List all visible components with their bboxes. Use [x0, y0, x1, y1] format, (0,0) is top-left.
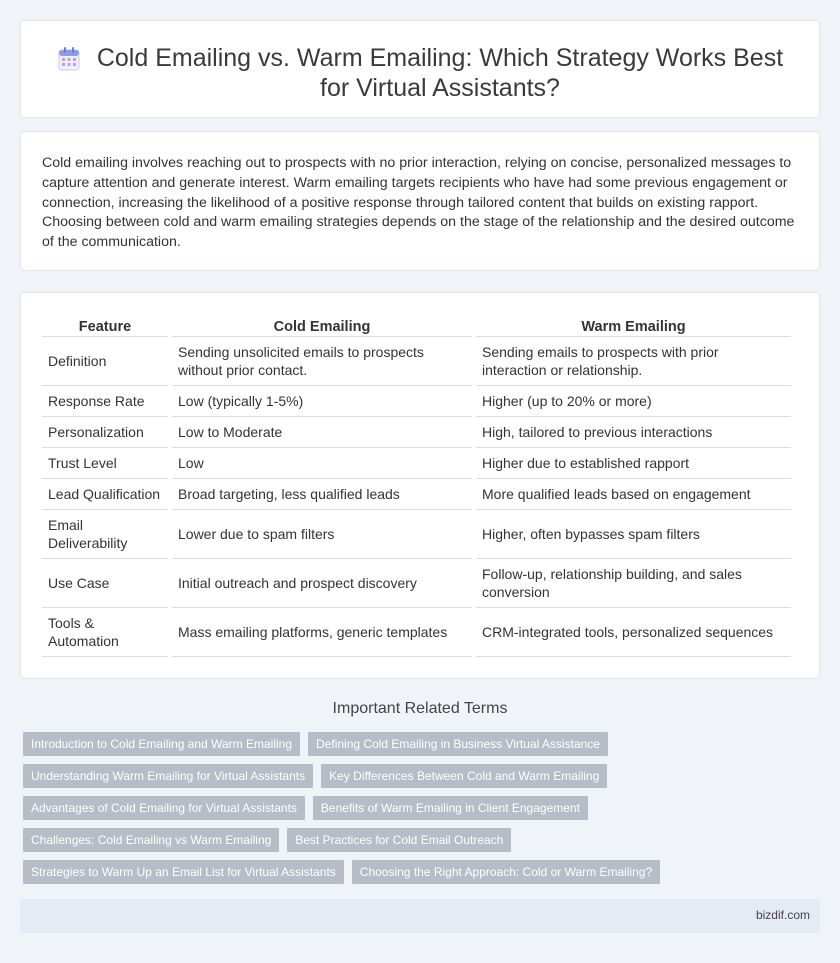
cell-cold: Initial outreach and prospect discovery — [172, 559, 472, 608]
tag-row — [23, 860, 823, 884]
column-header-feature: Feature — [42, 315, 168, 337]
intro-card — [20, 131, 820, 271]
cell-warm: High, tailored to previous interactions — [476, 417, 791, 448]
title-card — [20, 20, 820, 118]
related-term-link[interactable]: Challenges: Cold Emailing vs Warm Emailing — [23, 828, 279, 852]
comparison-table — [38, 315, 795, 657]
related-term-link[interactable]: Understanding Warm Emailing for Virtual Assistants — [23, 764, 313, 788]
table-row — [42, 337, 791, 386]
related-term-link[interactable]: Best Practices for Cold Email Outreach — [287, 828, 511, 852]
related-term-link[interactable]: Defining Cold Emailing in Business Virtual Assistance — [308, 732, 608, 756]
tag-row — [23, 828, 823, 852]
cell-feature: Trust Level — [42, 448, 168, 479]
intro-paragraph: Cold emailing involves reaching out to prospects with no prior interaction, relying on concise, personalized messages to capture attention and generate interest. Warm emailing targets recipients who have had some previous engagement or connection, increasing the likelihood of a positive response through tailored content that builds on existing rapport. Choosing between cold and warm emailing strategies depends on the stage of the relationship and the desired outcome of the communication. — [42, 155, 795, 251]
table-row — [42, 386, 791, 417]
tag-row — [23, 796, 823, 820]
table-header-row — [42, 315, 791, 337]
cell-warm: Higher (up to 20% or more) — [476, 386, 791, 417]
tag-row — [23, 764, 823, 788]
table-row — [42, 417, 791, 448]
cell-warm: Follow-up, relationship building, and sales conversion — [476, 559, 791, 608]
related-term-link[interactable]: Benefits of Warm Emailing in Client Engagement — [313, 796, 588, 820]
cell-cold: Broad targeting, less qualified leads — [172, 479, 472, 510]
cell-feature: Email Deliverability — [42, 510, 168, 559]
cell-warm: CRM-integrated tools, personalized sequences — [476, 608, 791, 657]
comparison-table-card — [20, 292, 820, 679]
site-link[interactable]: bizdif.com — [755, 908, 810, 922]
cell-warm: Sending emails to prospects with prior interaction or relationship. — [476, 337, 791, 386]
related-term-link[interactable]: Strategies to Warm Up an Email List for Virtual Assistants — [23, 860, 344, 884]
column-header-cold-emailing: Cold Emailing — [172, 315, 472, 337]
cell-cold: Low (typically 1-5%) — [172, 386, 472, 417]
related-term-link[interactable]: Introduction to Cold Emailing and Warm Emailing — [23, 732, 300, 756]
related-term-link[interactable]: Key Differences Between Cold and Warm Emailing — [321, 764, 607, 788]
cell-cold: Lower due to spam filters — [172, 510, 472, 559]
cell-feature: Definition — [42, 337, 168, 386]
cell-warm: Higher, often bypasses spam filters — [476, 510, 791, 559]
cell-cold: Sending unsolicited emails to prospects without prior contact. — [172, 337, 472, 386]
related-term-link[interactable]: Choosing the Right Approach: Cold or Warm Emailing? — [352, 860, 660, 884]
cell-cold: Mass emailing platforms, generic templates — [172, 608, 472, 657]
cell-cold: Low to Moderate — [172, 417, 472, 448]
table-row — [42, 510, 791, 559]
cell-cold: Low — [172, 448, 472, 479]
table-row — [42, 608, 791, 657]
column-header-warm-emailing: Warm Emailing — [476, 315, 791, 337]
cell-feature: Use Case — [42, 559, 168, 608]
related-terms-heading: Important Related Terms — [332, 700, 508, 717]
table-row — [42, 448, 791, 479]
cell-feature: Personalization — [42, 417, 168, 448]
table-row — [42, 559, 791, 608]
related-terms-list — [23, 732, 823, 892]
footer — [20, 899, 820, 933]
related-term-link[interactable]: Advantages of Cold Emailing for Virtual Assistants — [23, 796, 305, 820]
cell-feature: Response Rate — [42, 386, 168, 417]
cell-feature: Tools & Automation — [42, 608, 168, 657]
cell-warm: More qualified leads based on engagement — [476, 479, 791, 510]
tag-row — [23, 732, 823, 756]
cell-feature: Lead Qualification — [42, 479, 168, 510]
table-row — [42, 479, 791, 510]
cell-warm: Higher due to established rapport — [476, 448, 791, 479]
page-title: Cold Emailing vs. Warm Emailing: Which Strategy Works Best for Virtual Assistants? — [96, 44, 784, 102]
